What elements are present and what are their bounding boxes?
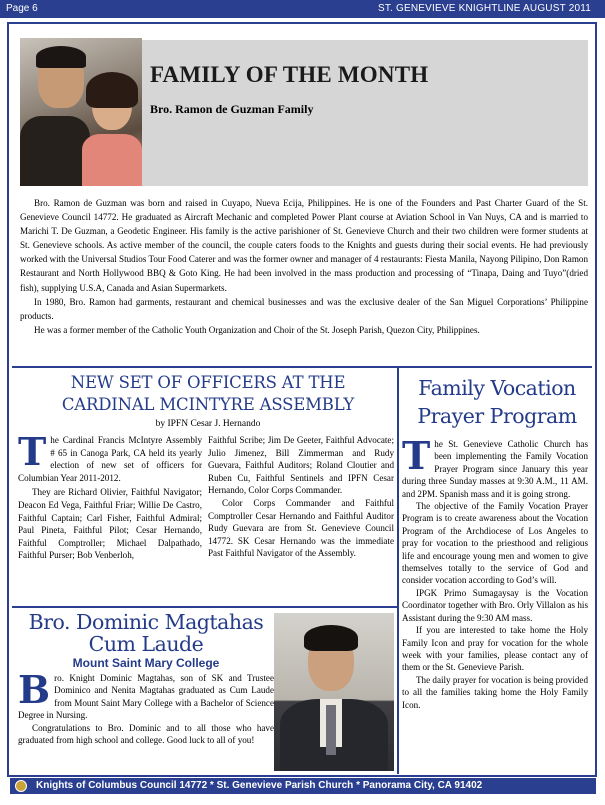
vocation-article-body [402, 433, 588, 711]
page-header-bar [0, 0, 605, 18]
dominic-photo [274, 613, 394, 771]
dominic-article-body [18, 667, 274, 746]
dominic-paragraph: ro. Knight Dominic Magtahas, son of SK and Trustee Dominico and Nenita Magtahas graduated as Cum Laude from Mount Saint Mary College with a Bachelor of Science Degree in Nursing. [18, 673, 274, 721]
officers-paragraph: Faithful Scribe; Jim De Geeter, Faithful Advocate; Julio Jimenez, Bill Zimmerman and Rudy Guevara, Faithful Auditors; Roland Cloutier and Ruben Cu, Faithful Sentinels and IPFN Cesar Hernando, Color Corps Commander. [208, 435, 394, 496]
vocation-article-title: Family Vocation Prayer Program [417, 376, 577, 428]
dominic-article-subtitle: Mount Saint Mary College [72, 656, 220, 670]
family-paragraph: Bro. Ramon de Guzman was born and raised in Cuyapo, Nueva Ecija, Philippines. He is one of the Founders and Past Charter Guard of the St. Genevieve Council 14772. He graduated as Aircraft Mechanic and completed Power Plant course at Aviation School in Van Nuys, CA and is married to Marichi T. De Guzman, a Geodetic Engineer. His family is the active parishioner of St. Genevieve Church and their two children were former students at St. Genevieve schools. As active member of the council, the couple caters foods to the Knights and guests during their social events. He had previously worked with the Universal Studios Tour Food Caterer and was the former owner and manager of 4 restaurants: Fiesta Manila, Nayong Pilipino, Don Ramon Restaurant and North Hollywood BBQ & Goto King. He had been involved in the mass production and processing of “Tinapa, Daing and Tuyo”(dried fish), supplying U.S.A, Canada and Asian Supermarkets. [20, 198, 588, 293]
officers-paragraph: Color Corps Commander and Faithful Comptroller Cesar Hernando and Faithful Auditor Rudy Guevara are from St. Genevieve Council 14772. SK Cesar Hernando was the immediate Past Faithful Navigator of the Assembly. [208, 497, 394, 559]
knights-emblem-icon [15, 780, 27, 792]
family-of-month-subtitle: Bro. Ramon de Guzman Family [150, 102, 314, 116]
vocation-paragraph: he St. Genevieve Catholic Church has been implementing the Family Vocation Prayer Program since January this year during three Sunday masses at 9:30 A.M., 11 AM. and 2PM. Spanish mass and it is going strong. [402, 439, 588, 499]
family-paragraph: He was a former member of the Catholic Youth Organization and Choir of the St. Joseph Parish, Quezon City, Philippines. [34, 324, 480, 335]
publication-title: ST. GENEVIEVE KNIGHTLINE AUGUST 2011 [377, 3, 591, 14]
vocation-paragraph: The objective of the Family Vocation Prayer Program is to create awareness about the Vocation Program of the Archdiocese of Los Angeles to pray for vocation to the priesthood and religious life and encourage young men and women to give themselves totally to the service of God and consider vocation according to God’s will. [402, 501, 588, 586]
page-footer-bar [10, 778, 596, 794]
officers-paragraph: he Cardinal Francis McIntyre Assembly # 65 in Canoga Park, CA held its yearly election of new set of officers for Columbian Year 2011-2012. [18, 435, 202, 483]
officers-column-2 [208, 434, 394, 560]
vocation-paragraph: If you are interested to take home the Holy Family Icon and pray for vocation for the whole week with your families, please contact any of them or the St. Genevieve Parish. [402, 625, 588, 673]
officers-column-1 [18, 429, 202, 562]
section-divider [12, 366, 592, 368]
drop-cap: T [402, 433, 431, 478]
family-paragraph: In 1980, Bro. Ramon had garments, restaurant and chemical businesses and was the exclusive dealer of the San Miguel Corporations’ Philippine products. [20, 296, 588, 321]
family-photo [20, 38, 142, 186]
section-divider [12, 606, 398, 608]
dominic-paragraph: Congratulations to Bro. Dominic and to all those who have graduated from high school and college. Good luck to all of you! [18, 722, 274, 746]
officers-paragraph: They are Richard Olivier, Faithful Navigator; Deacon Ed Vega, Faithful Friar; Willie De Castro, Faithful Captain; Carl Fisher, Faithful Admiral; Paul Pineta, Faithful Pilot; Cesar Hernando, Faithful Comptroller; Michael Dalpathado, Faithful Purser; Bob Venberloh, [18, 487, 202, 561]
column-divider [397, 366, 399, 774]
drop-cap: T [18, 429, 47, 474]
page-number: Page 6 [6, 3, 38, 14]
vocation-paragraph: IPGK Primo Sumagaysay is the Vocation Coordinator together with Bro. Orly Villalon as his Assistant during the 9:30 AM mass. [402, 587, 588, 623]
drop-cap: B [18, 667, 51, 712]
officers-byline: by IPFN Cesar J. Hernando [155, 419, 261, 429]
family-of-month-body [20, 196, 588, 337]
dominic-article-title: Bro. Dominic Magtahas Cum Laude [28, 610, 264, 656]
family-of-month-title: FAMILY OF THE MONTH [150, 62, 429, 87]
footer-text: Knights of Columbus Council 14772 * St. Genevieve Parish Church * Panorama City, CA 91402 [36, 780, 483, 791]
officers-article-title: NEW SET OF OFFICERS AT THE CARDINAL MCINTYRE ASSEMBLY [61, 373, 355, 414]
vocation-paragraph: The daily prayer for vocation is being provided to all the families taking home the Holy Family Icon. [402, 674, 588, 710]
